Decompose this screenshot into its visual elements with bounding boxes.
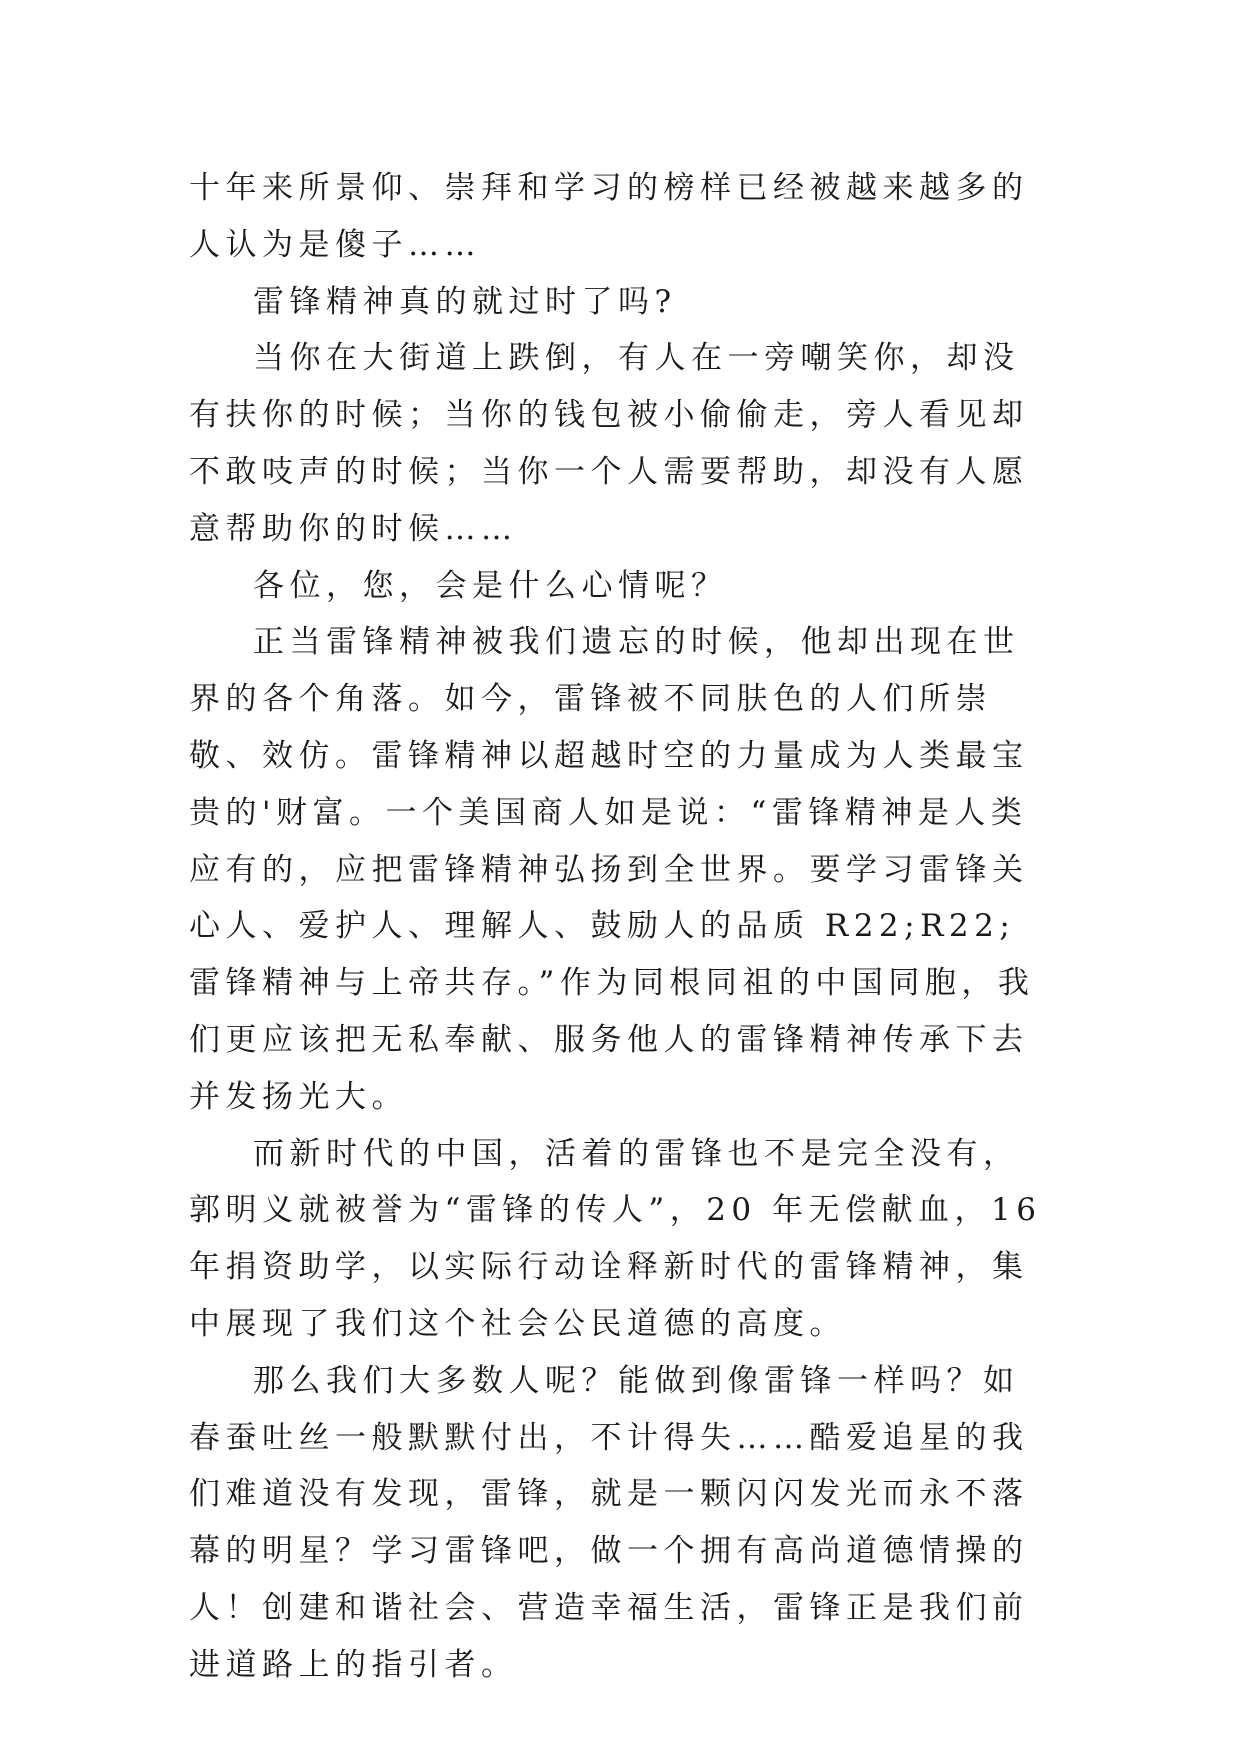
paragraph-5: 正当雷锋精神被我们遗忘的时候，他却出现在世界的各个角落。如今，雷锋被不同肤色的人们所崇敬、效仿。雷锋精神以超越时空的力量成为人类最宝贵的'财富。一个美国商人如是说：“雷锋精神是人类应有的，应把雷锋精神弘扬到全世界。要学习雷锋关心人、爱护人、理解人、鼓励人的品质 R22;R22;雷锋精神与上帝共存。”作为同根同祖的中国同胞，我们更应该把无私奉献、服务他人的雷锋精神传承下去并发扬光大。 [189,624,1035,1115]
paragraph-4: 各位，您，会是什么心情呢？ [253,567,728,604]
paragraph-6: 而新时代的中国，活着的雷锋也不是完全没有，郭明义就被誉为“雷锋的传人”，20 年无偿献血，16 年捐资助学，以实际行动诠释新时代的雷锋精神，集中展现了我们这个社会公民道德的高度。 [189,1135,1057,1342]
paragraph-3: 当你在大街道上跌倒，有人在一旁嘲笑你，却没有扶你的时候；当你的钱包被小偷偷走，旁人看见却不敢吱声的时候；当你一个人需要帮助，却没有人愿意帮助你的时候…… [189,340,1029,547]
paragraph-2: 雷锋精神真的就过时了吗? [253,283,677,320]
paragraph-1: 十年来所景仰、崇拜和学习的榜样已经被越来越多的人认为是傻子…… [189,170,1029,263]
paragraph-7: 那么我们大多数人呢？能做到像雷锋一样吗？如春蚕吐丝一般默默付出，不计得失……酷爱追星的我们难道没有发现，雷锋，就是一颗闪闪发光而永不落幕的明星？学习雷锋吧，做一个拥有高尚道德情操的人！创建和谐社会、营造幸福生活，雷锋正是我们前进道路上的指引者。 [189,1362,1029,1683]
document-body [189,160,1057,1694]
